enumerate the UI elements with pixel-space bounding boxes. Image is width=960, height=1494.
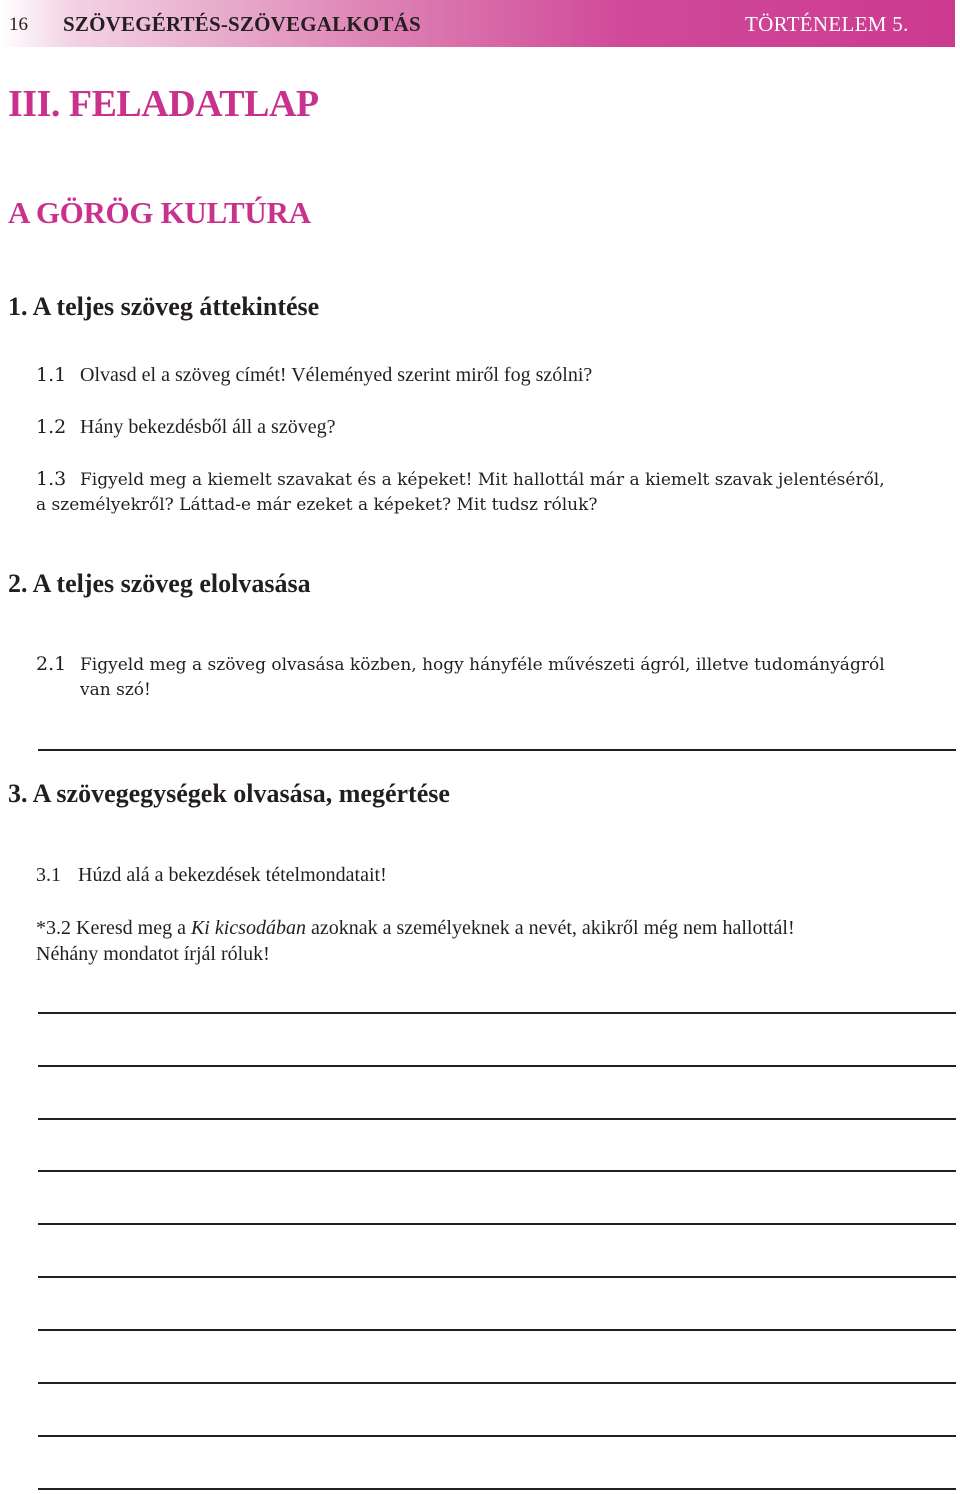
task-1-1 (36, 362, 592, 388)
task-number: 1.3 (36, 468, 67, 490)
task-text-italic: Ki kicsodában (190, 917, 306, 939)
header-subject: SZÖVEGÉRTÉS-SZÖVEGALKOTÁS (63, 12, 421, 36)
task-1-2 (36, 414, 335, 440)
task-text: Hány bekezdésből áll a szöveg? (80, 416, 336, 438)
task-text: Húzd alá a bekezdések tételmondatait! (78, 864, 387, 886)
task-text: azoknak a személyeknek a nevét, akikről még nem hallottál! (305, 917, 795, 939)
task-1-3-continued: a személyekről? Láttad-e már ezeket a képeket? Mit tudsz róluk? (36, 495, 598, 515)
task-2-1-continued: van szó! (80, 680, 151, 700)
task-2-1 (36, 651, 885, 678)
answer-line[interactable] (38, 1488, 956, 1490)
task-text: Keresd meg a (76, 917, 191, 939)
page-number: 16 (9, 14, 28, 35)
section-heading-1: 1. A teljes szöveg áttekintése (8, 292, 320, 321)
answer-line[interactable] (38, 1276, 956, 1278)
task-number: *3.2 (36, 917, 71, 939)
section-heading-3: 3. A szövegegységek olvasása, megértése (8, 779, 450, 808)
answer-line[interactable] (38, 1435, 956, 1437)
answer-line[interactable] (38, 1118, 956, 1120)
task-1-3 (36, 466, 885, 493)
task-3-2-continued: Néhány mondatot írjál róluk! (36, 943, 270, 965)
worksheet-title: III. FELADATLAP (8, 83, 319, 125)
answer-line[interactable] (38, 1065, 956, 1067)
task-number: 2.1 (36, 653, 67, 675)
task-text: Figyeld meg a kiemelt szavakat és a képeket! Mit hallottál már a kiemelt szavak jelentéséről, (80, 470, 885, 490)
section-heading-2: 2. A teljes szöveg elolvasása (8, 569, 311, 598)
task-text: Olvasd el a szöveg címét! Véleményed szerint miről fog szólni? (80, 364, 593, 386)
task-number: 3.1 (36, 864, 61, 886)
task-number: 1.1 (36, 364, 67, 386)
answer-line[interactable] (38, 1012, 956, 1014)
answer-line[interactable] (38, 1382, 956, 1384)
header-grade: TÖRTÉNELEM 5. (745, 12, 909, 36)
answer-line[interactable] (38, 1170, 956, 1172)
answer-line[interactable] (38, 1223, 956, 1225)
task-3-2 (36, 915, 795, 941)
topic-title: A GÖRÖG KULTÚRA (8, 195, 311, 230)
answer-line[interactable] (38, 749, 956, 751)
task-text: Figyeld meg a szöveg olvasása közben, hogy hányféle művészeti ágról, illetve tudományágról (80, 655, 885, 675)
answer-line[interactable] (38, 1329, 956, 1331)
task-3-1 (36, 862, 387, 888)
task-number: 1.2 (36, 416, 67, 438)
